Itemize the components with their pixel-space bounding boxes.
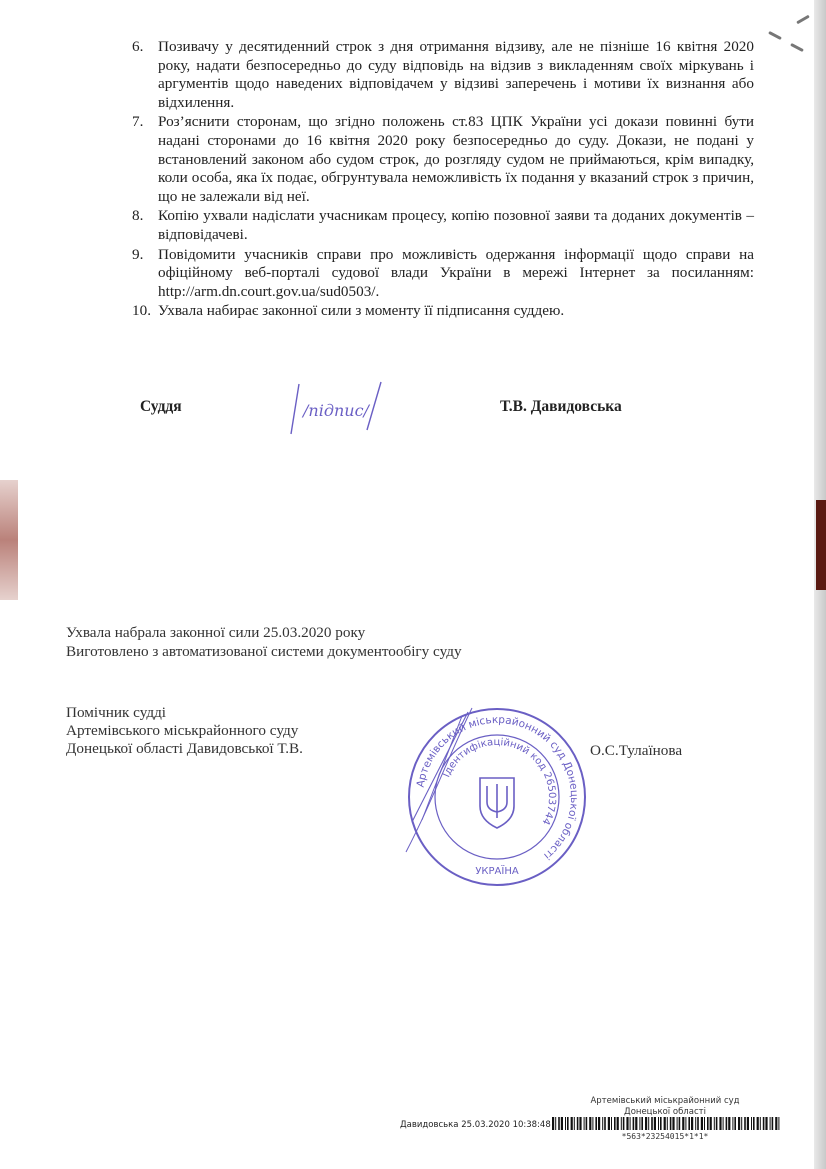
ruling-items-list [132,38,754,322]
list-item [132,38,754,112]
staple-mark [796,15,810,25]
assistant-name: О.С.Тулаїнова [590,742,683,759]
court-seal [402,702,592,892]
item-text: Повідомити учасників справи про можливість одержання інформації щодо справи на офіційному веб-порталі судової влади України в мережі Інтернет за посиланням: http://arm.dn.court.gov.ua/sud0503/. [158,245,754,300]
barcode-bar [732,1117,733,1130]
legal-force-note: Ухвала набрала законної сили 25.03.2020 року [66,624,366,641]
barcode-bar [658,1117,659,1130]
barcode-bar [602,1117,603,1130]
assistant-region: Донецької області Давидовської Т.В. [66,740,303,757]
trident-icon [480,778,514,828]
barcode-bar [574,1117,575,1130]
item-number: 7. [132,113,144,131]
barcode-bar [621,1117,622,1130]
barcode-bar [579,1117,581,1130]
barcode-bar [697,1117,699,1130]
barcode-bar [714,1117,715,1130]
generated-note: Виготовлено з автоматизованої системи документообігу суду [66,643,462,660]
barcode-bar [760,1117,761,1130]
barcode-bar [660,1117,662,1130]
item-text: Роз’яснити сторонам, що згідно положень ст.83 ЦПК України усі докази повинні бути надані сторонами до 16 квітня 2020 року безпосередньо до суду. Докази, не подані у встановлений законом або судом строк, до розгляду судом не приймаються, крім випадку, коли особа, яка їх подає, обгрунтувала неможливість їх подання у вказаний строк з причин, що не залежали від неї. [158,113,754,205]
page-edge-shadow [816,500,826,590]
barcode-bar [688,1117,690,1130]
barcode-bar [747,1117,749,1130]
barcode-bar [611,1117,612,1130]
barcode-bar [641,1117,643,1130]
barcode-bar [682,1117,684,1130]
item-text: Позивачу у десятиденний строк з дня отримання відзиву, але не пізніше 16 квітня 2020 року, надати безпосередньо до суду відповідь на відзив з викладенням своїх міркувань і аргументів щодо наведених відповідачем у відзиві заперечень і мотиви їх визнання або відхилення. [158,38,754,111]
barcode-bar [589,1117,591,1130]
barcode-bar [651,1117,653,1130]
item-text: Ухвала набирає законної сили з моменту її підписання суддею. [158,302,565,320]
list-item [132,246,754,302]
barcode-bar [695,1117,696,1130]
barcode-bar [707,1117,709,1130]
list-item [132,302,754,321]
staple-mark [790,43,804,52]
barcode-bar [744,1117,746,1130]
svg-text:/підпис/: /підпис/ [303,401,369,420]
barcode-bar [772,1117,774,1130]
barcode-bar [586,1117,588,1130]
list-item [132,113,754,206]
barcode-bar [719,1117,721,1130]
barcode-bar [778,1117,779,1130]
barcode-bar [555,1117,556,1130]
item-text: Копію ухвали надіслати учасникам процесу, копію позовної заяви та доданих документів – відповідачеві. [158,207,754,243]
barcode-bar [741,1117,742,1130]
barcode-bar [608,1117,610,1130]
barcode-bar [592,1117,593,1130]
judge-name: Т.В. Давидовська [500,398,622,415]
barcode-bar [672,1117,674,1130]
barcode-bar [595,1117,597,1130]
footer-court-region: Донецької області [624,1107,706,1117]
barcode-bar [633,1117,635,1130]
barcode-bar [654,1117,656,1130]
assistant-title: Помічник судді [66,704,167,721]
barcode-bar [664,1117,666,1130]
barcode-bar [691,1117,693,1130]
barcode-bar [567,1117,569,1130]
barcode-bar [765,1117,767,1130]
barcode-bar [679,1117,681,1130]
list-item [132,207,754,244]
staple-mark [768,31,782,40]
barcode-bar [577,1117,579,1130]
barcode-bar [639,1117,640,1130]
svg-text:Ідентифікаційний код 26503744: Ідентифікаційний код 26503744 [441,736,558,827]
barcode-bar [710,1117,712,1130]
svg-text:Артемівський міськрайонний суд: Артемівський міськрайонний суд Донецької області [414,713,581,862]
item-number: 6. [132,38,144,55]
barcode-bar [667,1117,668,1130]
barcode-bar [726,1117,728,1130]
barcode-bar [630,1117,631,1130]
barcode-bar [763,1117,765,1130]
barcode-bar [604,1117,606,1130]
barcode-bar [670,1117,672,1130]
item-number: 10. [132,302,151,320]
footer-court-name: Артемівський міськрайонний суд [590,1096,740,1106]
assistant-court: Артемівського міськрайонного суду [66,722,299,739]
barcode-bar [704,1117,705,1130]
barcode-bar [645,1117,647,1130]
barcode-bar [617,1117,619,1130]
svg-text:УКРАЇНА: УКРАЇНА [475,866,519,877]
barcode [552,1117,782,1130]
barcode-bar [753,1117,755,1130]
barcode-bar [648,1117,649,1130]
e-signature-stamp: Давидовська 25.03.2020 10:38:48 [400,1120,551,1130]
barcode-bar [558,1117,560,1130]
barcode-bar [775,1117,777,1130]
barcode-bar [614,1117,616,1130]
barcode-bar [598,1117,600,1130]
barcode-bar [623,1117,625,1130]
barcode-bar [635,1117,637,1130]
handwritten-signature [285,380,385,440]
barcode-bar [565,1117,566,1130]
barcode-bar [584,1117,585,1130]
barcode-bar [716,1117,718,1130]
barcode-bar [571,1117,573,1130]
barcode-bar [728,1117,730,1130]
barcode-bar [701,1117,703,1130]
barcode-bar [770,1117,771,1130]
item-number: 8. [132,207,144,225]
barcode-number: *563*23254015*1*1* [621,1132,709,1141]
barcode-bar [677,1117,678,1130]
item-number: 9. [132,245,144,263]
barcode-bar [561,1117,563,1130]
page-edge-left [0,480,18,600]
barcode-bar [734,1117,736,1130]
barcode-bar [723,1117,724,1130]
barcode-bar [685,1117,686,1130]
barcode-bar [626,1117,628,1130]
barcode-bar [757,1117,759,1130]
barcode-bar [738,1117,740,1130]
judge-label: Суддя [140,398,182,415]
barcode-bar [751,1117,752,1130]
barcode-bar [552,1117,554,1130]
